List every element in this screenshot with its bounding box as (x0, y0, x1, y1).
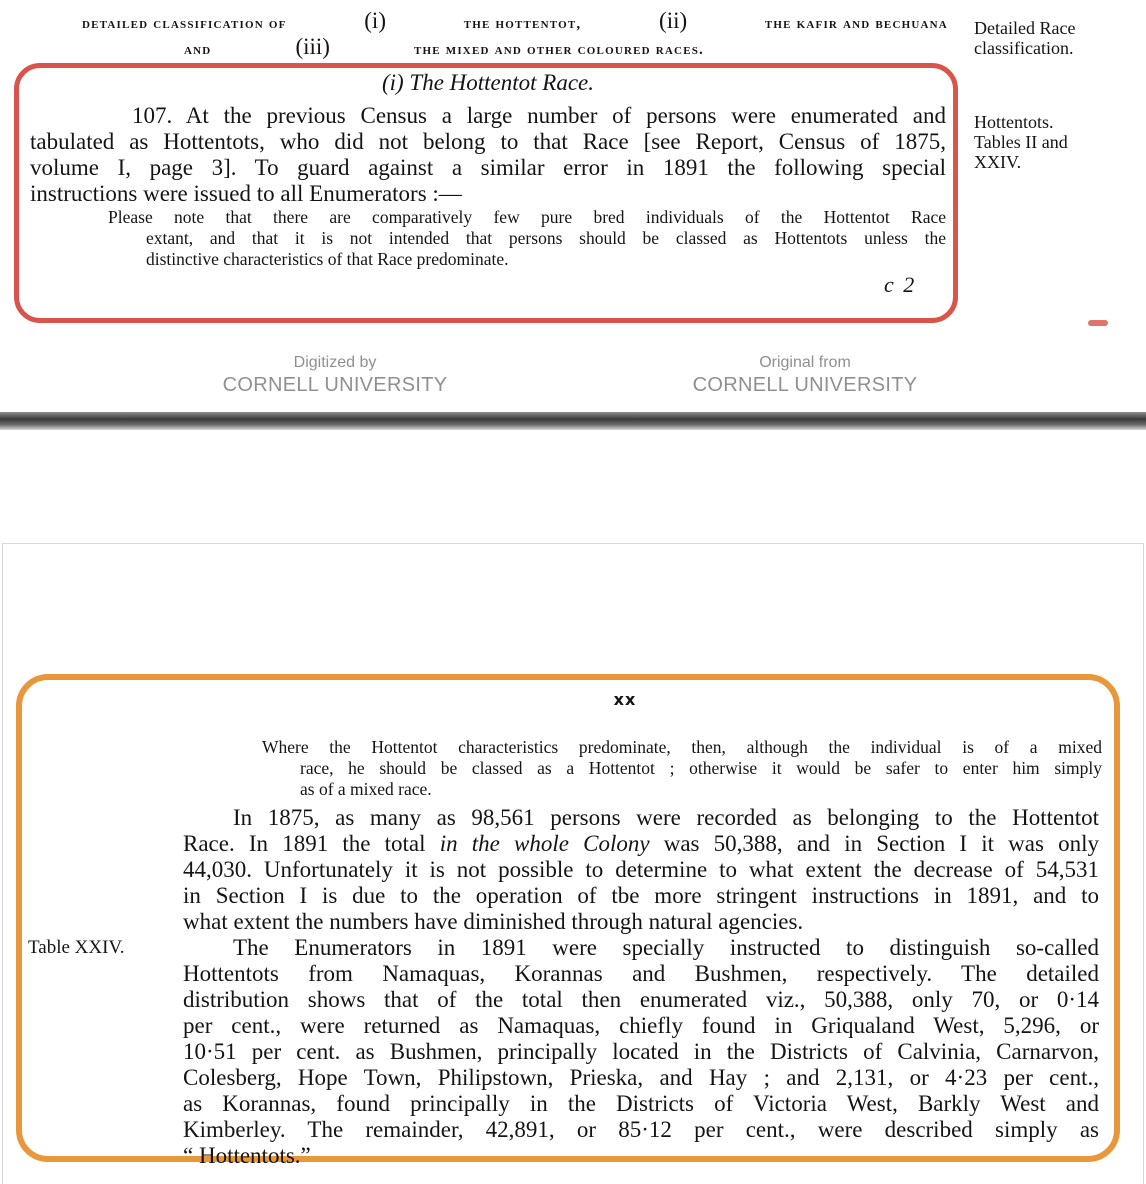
quote-line: distinctive characteristics of that Race predominate. (146, 249, 509, 269)
watermark-digitized-by (205, 353, 465, 397)
quote-line: as of a mixed race. (300, 779, 432, 799)
paragraph-107 (30, 103, 946, 207)
watermark-right-big: CORNELL UNIVERSITY (692, 374, 918, 396)
paragraph-line: 107. At the previous Census a large number of persons were enumerated and (132, 103, 946, 128)
instruction-quote-continued (262, 737, 1102, 800)
margin-note-table-xxiv (28, 937, 168, 961)
paragraph-line (183, 831, 1099, 857)
watermark-left-big: CORNELL UNIVERSITY (222, 374, 448, 396)
paragraph-line: 10·51 per cent. as Bushmen, principally located in the Districts of Calvinia, Carnarvon, (183, 1039, 1099, 1064)
section-title-text: The Hottentot Race. (409, 70, 595, 95)
paragraph-1875-census (183, 805, 1099, 935)
paragraph-line: distribution shows that of the total then enumerated viz., 50,388, only 70, or 0·14 (183, 987, 1099, 1012)
heading-segment: and (184, 42, 212, 58)
heading-segment: the mixed and other coloured races. (413, 42, 704, 58)
heading-segment: (i) (364, 8, 386, 33)
paragraph-line: Hottentots from Namaquas, Korannas and Bushmen, respectively. The detailed (183, 961, 1099, 986)
margin-note-line: Detailed Race (974, 18, 1076, 38)
paragraph-enumerators-1891 (183, 935, 1099, 1169)
page-edge-shadow (0, 412, 1146, 430)
paragraph-line: Colesberg, Hope Town, Philipstown, Prieska, and Hay ; and 2,131, or 4·23 per cent., (183, 1065, 1099, 1090)
quote-line: Where the Hottentot characteristics predominate, then, although the individual is of a mixed (262, 737, 1102, 757)
paragraph-line: instructions were issued to all Enumerators :— (30, 181, 462, 206)
italic-phrase: in the whole Colony (439, 831, 650, 856)
quote-line: race, he should be classed as a Hottentot ; otherwise it would be safer to enter him simply (300, 758, 1102, 778)
quote-line: Please note that there are comparatively few pure bred individuals of the Hottentot Race (108, 207, 946, 227)
heading-segment: detailed classification of (82, 16, 287, 32)
watermark-original-from (675, 353, 935, 397)
paragraph-line: The Enumerators in 1891 were specially instructed to distinguish so-called (233, 935, 1099, 960)
paragraph-line: 44,030. Unfortunately it is not possible to determine to what extent the decrease of 54,531 (183, 857, 1099, 882)
paragraph-line: tabulated as Hottentots, who did not belong to that Race [see Report, Census of 1875, (30, 129, 946, 154)
paragraph-line: per cent., were returned as Namaquas, chiefly found in Griqualand West, 5,296, or (183, 1013, 1099, 1038)
margin-note-race-classification (974, 18, 1134, 58)
margin-note-text: Table XXIV. (28, 937, 125, 958)
paragraph-line: “ Hottentots.” (183, 1143, 311, 1168)
paragraph-line: Kimberley. The remainder, 42,891, or 85·12 per cent., were described simply as (183, 1117, 1099, 1142)
paragraph-line: in Section I is due to the operation of tbe more stringent instructions in 1891, and to (183, 883, 1099, 908)
margin-note-line: Hottentots. (974, 112, 1054, 132)
heading-line-1 (82, 8, 948, 34)
heading-segment: the hottentot, (463, 16, 582, 32)
page-signature: c 2 (884, 272, 917, 297)
heading-segment: (iii) (295, 34, 330, 59)
paragraph-line: what extent the numbers have diminished through natural agencies. (183, 909, 804, 934)
watermark-left-small: Digitized by (293, 354, 377, 371)
margin-note-line: Tables II and (974, 132, 1068, 152)
text-run: Race. In 1891 the total (183, 831, 440, 856)
heading-segment: (ii) (659, 8, 688, 33)
red-pen-mark (1088, 320, 1108, 326)
heading-segment: the kafir and bechuana (764, 16, 948, 32)
paragraph-line: volume I, page 3]. To guard against a similar error in 1891 the following special (30, 155, 946, 180)
section-number: (i) (381, 70, 404, 95)
text-run: was 50,388, and in Section I it was only (649, 831, 1099, 856)
paragraph-line: as Korannas, found principally in the Districts of Victoria West, Barkly West and (183, 1091, 1099, 1116)
heading-line-2 (184, 34, 704, 60)
quote-line: extant, and that it is not intended that persons should be classed as Hottentots unless the (146, 228, 946, 248)
enumerator-instruction-quote (108, 207, 946, 270)
margin-note-line: XXIV. (974, 152, 1022, 172)
watermark-right-small: Original from (759, 354, 851, 371)
paragraph-line: In 1875, as many as 98,561 persons were recorded as belonging to the Hottentot (233, 805, 1099, 830)
margin-note-hottentots-tables (974, 112, 1134, 172)
section-title (0, 70, 976, 96)
page-number: xx (613, 690, 637, 709)
margin-note-line: classification. (974, 38, 1074, 58)
